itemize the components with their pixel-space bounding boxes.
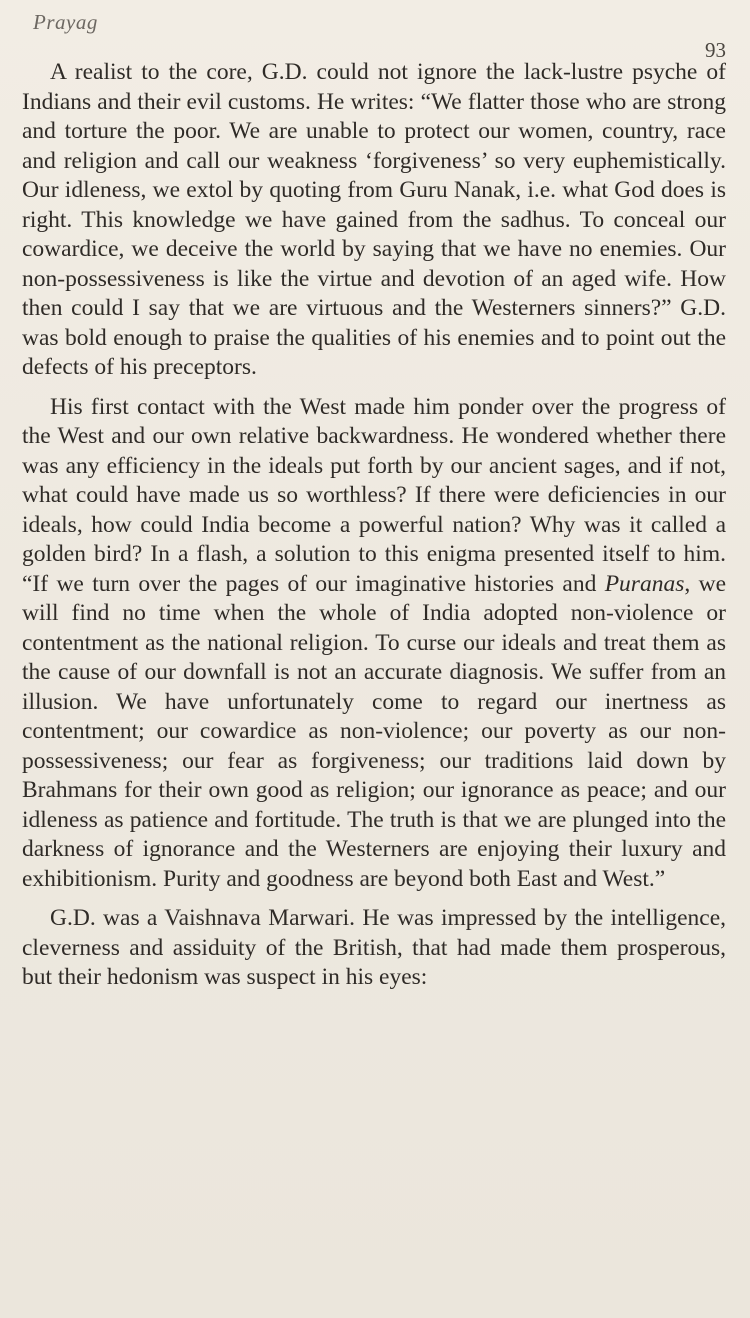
body-text <box>22 58 726 995</box>
paragraph-2 <box>22 393 726 895</box>
paragraph-2-part-1: His first contact with the West made him ponder over the progress of the West and our own relative backwardness. He wondered whether there was any efficiency in the ideals put forth by our ancient sages, and if not, what could have made us so worthless? If there were deficiencies in our ideals, how could India become a powerful nation? Why was it called a golden bird? In a flash, a solution to this enigma presented itself to him. “If we turn over the pages of our imaginative histories and <box>22 393 726 597</box>
paragraph-3: G.D. was a Vaishnava Marwari. He was impressed by the intelligence, cleverness and assiduity of the British, that had made them prosperous, but their hedonism was suspect in his eyes: <box>22 905 726 990</box>
page-number: 93 <box>705 38 726 62</box>
puranas-italic: Puranas <box>604 570 685 597</box>
paragraph-1: A realist to the core, G.D. could not ignore the lack-lustre psyche of Indians and their evil customs. He writes: “We flatter those who are strong and torture the poor. We are unable to protect our women, country, race and religion and call our weakness ‘forgiveness’ so very euphemistically. Our idleness, we extol by quoting from Guru Nanak, i.e. what God does is right. This knowledge we have gained from the sadhus. To conceal our cowardice, we deceive the world by saying that we have no enemies. Our non-possessiveness is like the virtue and devotion of an aged wife. How then could I say that we are virtuous and the Westerners sinners?” G.D. was bold enough to praise the qualities of his enemies and to point out the defects of his preceptors. <box>22 59 726 380</box>
paragraph-2-part-2: , we will find no time when the whole of India adopted non-violence or contentment as the national religion. To curse our ideals and treat them as the cause of our downfall is not an accurate diagnosis. We suffer from an illusion. We have unfortunately come to regard our inertness as contentment; our cowardice as non-violence; our poverty as our non-possessiveness; our fear as forgiveness; our traditions laid down by Brahmans for their own good as religion; our ignorance as peace; and our idleness as patience and fortitude. The truth is that we are plunged into the darkness of ignorance and the Westerners are enjoying their luxury and exhibitionism. Purity and goodness are beyond both East and West.” <box>22 570 726 892</box>
running-head: Prayag <box>33 10 98 34</box>
